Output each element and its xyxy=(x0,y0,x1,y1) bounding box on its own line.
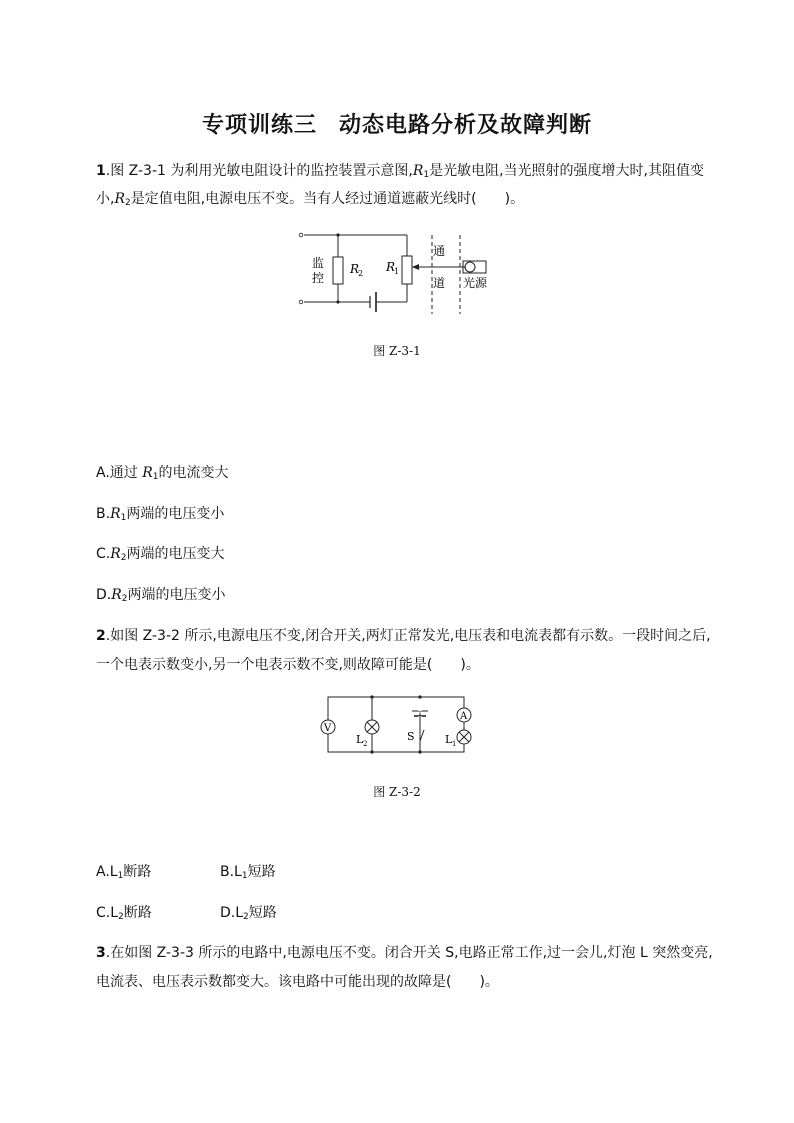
fig2-voltmeter-label: V xyxy=(324,723,332,734)
fig1-channel-2: 道 xyxy=(433,276,446,290)
q2-line-2: 一个电表示数变小,另一个电表示数不变,则故障可能是( )。 xyxy=(96,657,480,673)
q2-option-d: $D.L_2$短路 xyxy=(220,905,277,922)
title-part-2: 动态电路分析及故障判断 xyxy=(339,113,593,138)
q1-number: 1 xyxy=(96,163,106,179)
figure-z-3-2-caption: 图 Z-3-2 xyxy=(373,785,421,799)
fig1-r2-sub: 2 xyxy=(358,269,364,278)
fig2-l2-label: L xyxy=(356,733,364,746)
figure-z-3-1 xyxy=(290,226,500,316)
fig2-l1-sub: 1 xyxy=(452,740,457,748)
fig1-light-source: 光源 xyxy=(463,276,488,290)
q1-option-c: $C.R_2$两端的电压变大 xyxy=(96,546,225,563)
q2-line-1: 2.如图 Z-3-2 所示,电源电压不变,闭合开关,两灯正常发光,电压表和电流表都有示数。一段时间之后, xyxy=(96,628,711,644)
q3-number: 3 xyxy=(96,945,106,961)
fig2-ammeter-label: A xyxy=(460,711,468,722)
q3-line-2: 电流表、电压表示数都变大。该电路中可能出现的故障是( )。 xyxy=(96,974,499,990)
title-part-1: 专项训练三 xyxy=(201,113,317,138)
q2-option-a: $A.L_1$断路 xyxy=(96,864,152,881)
fig1-channel-1: 通 xyxy=(433,244,446,258)
q3-line-1: 3.在如图 Z-3-3 所示的电路中,电源电压不变。闭合开关 S,电路正常工作,过一会儿,灯泡 L 突然变亮, xyxy=(96,945,713,961)
fig2-l1-label: L xyxy=(445,733,453,746)
fig2-switch-label: S xyxy=(407,730,415,743)
fig1-r1-sub: 1 xyxy=(394,267,400,276)
fig2-l2-sub: 2 xyxy=(363,740,368,748)
figure-z-3-2 xyxy=(314,693,478,757)
fig1-r2-label: R xyxy=(350,262,360,276)
q2-number: 2 xyxy=(96,628,106,644)
q1-line-2: 小$,R_2$是定值电阻,电源电压不变。当有人经过通道遮蔽光线时( )。 xyxy=(96,191,525,208)
fig1-monitor-2: 控 xyxy=(312,271,325,285)
page-title xyxy=(0,108,794,139)
q1-option-a: A.通过 $R_1$的电流变大 xyxy=(96,465,229,482)
q1-option-b: $B.R_1$两端的电压变小 xyxy=(96,506,225,523)
q2-option-b: $B.L_1$短路 xyxy=(220,864,276,881)
q2-option-c: $C.L_2$断路 xyxy=(96,905,152,922)
q1-option-d: $D.R_2$两端的电压变小 xyxy=(96,587,226,604)
q1-line-1: 1.图 Z-3-1 为利用光敏电阻设计的监控装置示意图$,R_1$是光敏电阻,当光照射的强度增大时,其阻值变 xyxy=(96,163,704,180)
figure-z-3-1-caption: 图 Z-3-1 xyxy=(373,344,421,358)
fig1-monitor-1: 监 xyxy=(312,256,325,270)
fig1-r1-label: R xyxy=(386,260,396,274)
